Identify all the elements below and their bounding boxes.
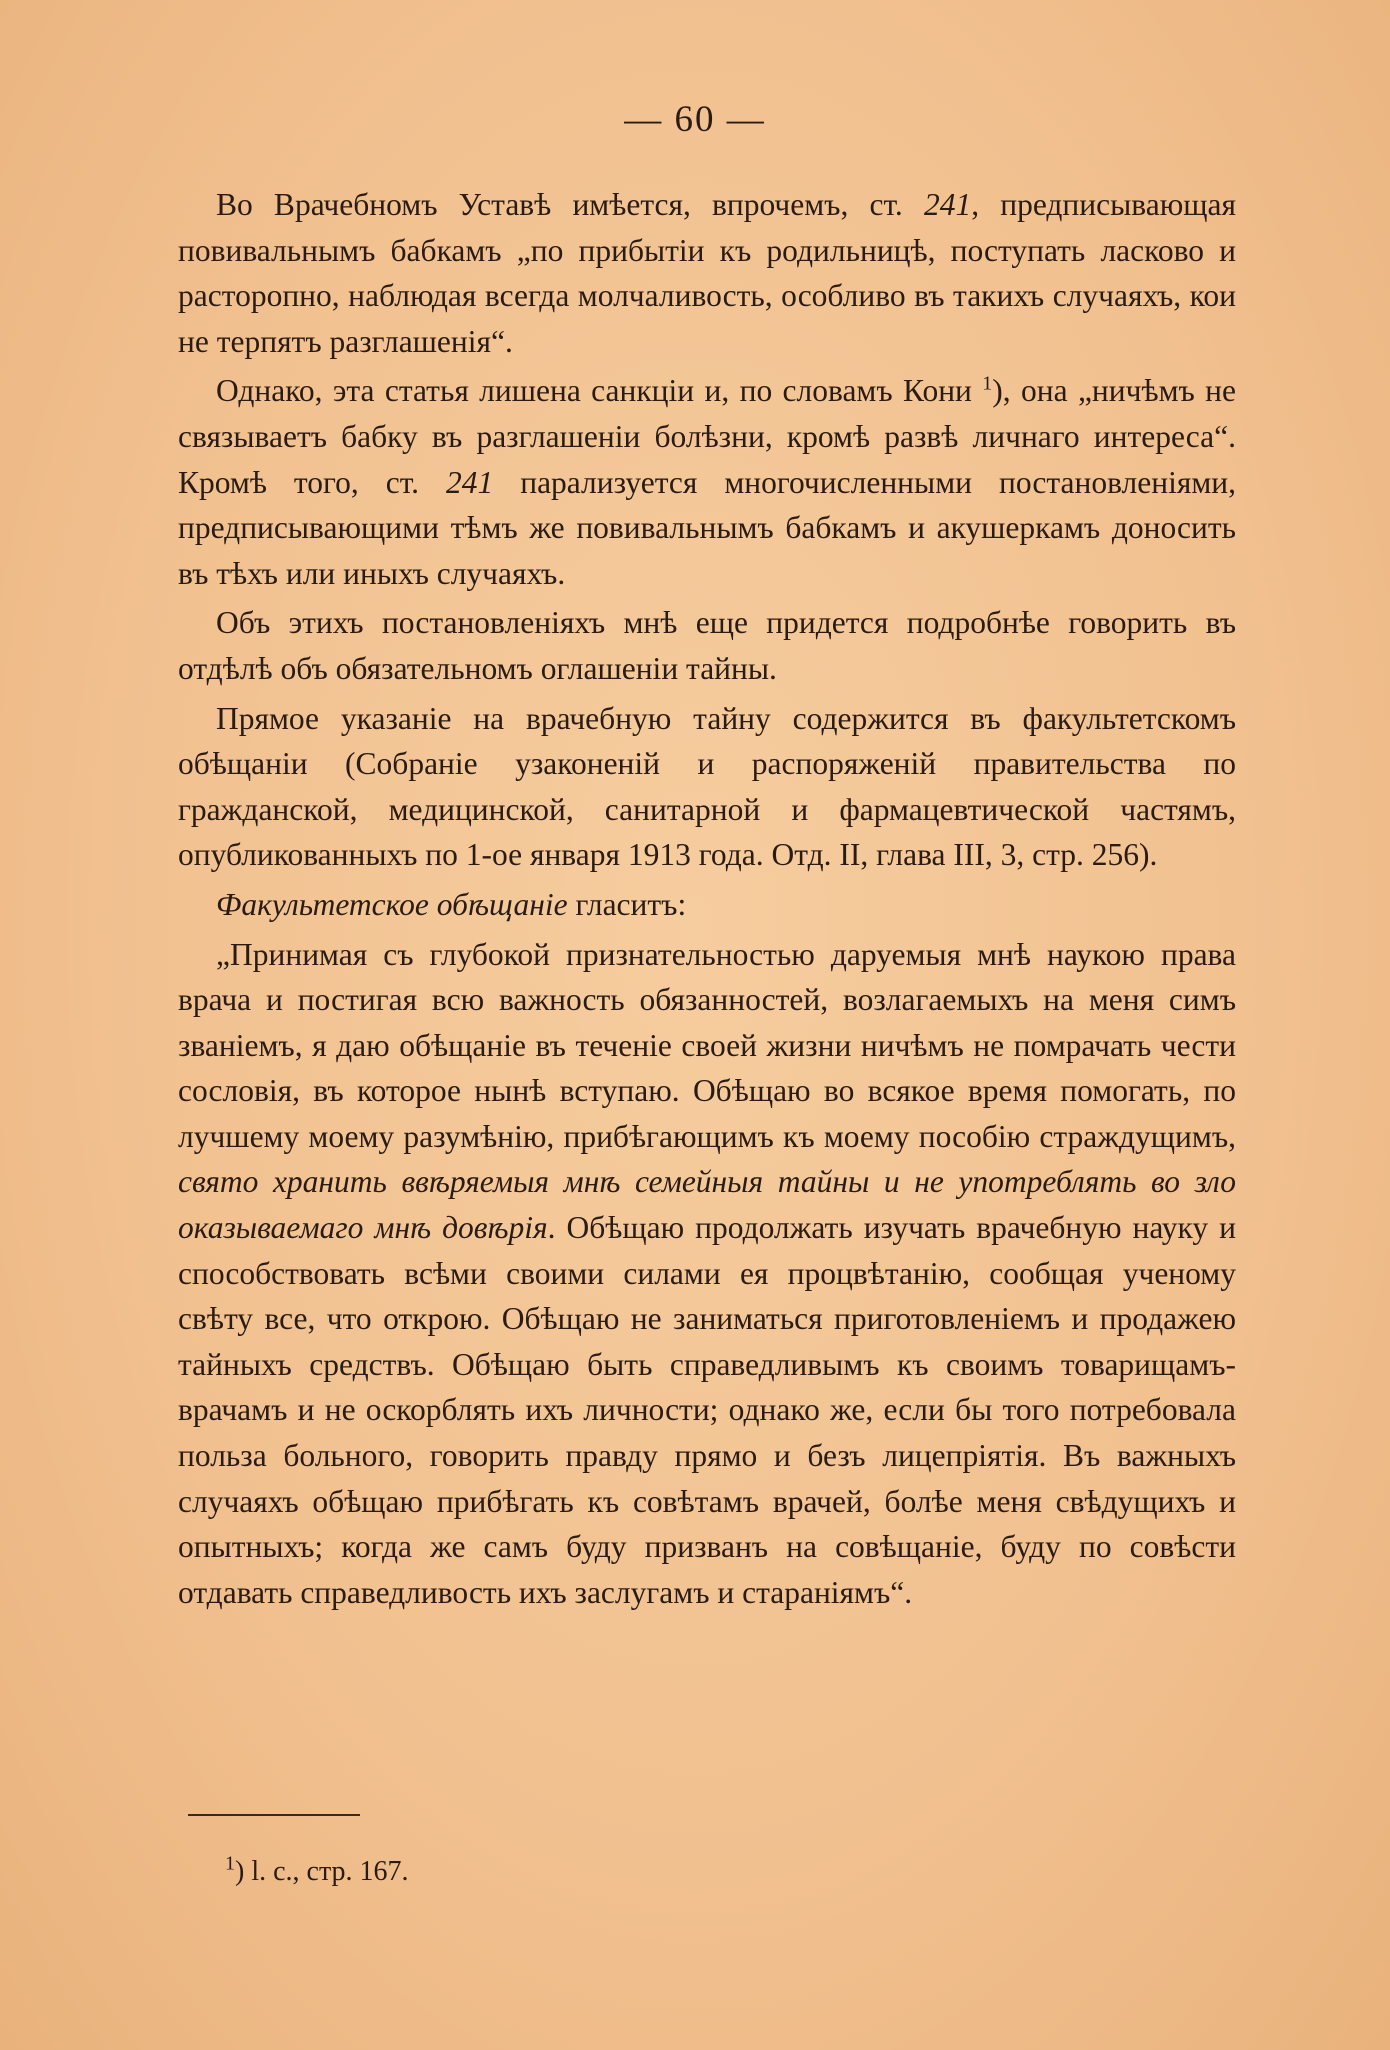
paragraph-6 [178, 932, 1236, 1616]
paragraph-2-text-c: парализуется многочисленными постановленіями, предписывающими тѣмъ же повивальнымъ бабкамъ и акушеркамъ доносить въ тѣхъ или иныхъ случаяхъ. [178, 464, 1236, 591]
main-text [178, 182, 1236, 1615]
footnote [225, 1852, 409, 1888]
paragraph-3-text: Объ этихъ постановленіяхъ мнѣ еще придется подробнѣе говорить въ отдѣлѣ объ обязательномъ оглашеніи тайны. [178, 605, 1236, 686]
paragraph-6-italic: свято хранить ввѣряемыя мнѣ семейныя тайны и не употреблять во зло оказываемаго мнѣ довѣрія [178, 1164, 1236, 1246]
footnote-divider [188, 1814, 360, 1816]
article-number: 241 [445, 464, 494, 500]
paragraph-2-text-b: ), она „ничѣмъ не связываетъ бабку въ разглашеніи болѣзни, кромѣ развѣ личнаго интереса“. Кромѣ того, ст. [178, 373, 1236, 500]
paragraph-6-text-a: „Принимая съ глубокой признательностью даруемыя мнѣ наукою права врача и постигая всю важность обязанностей, возлагаемыхъ на меня симъ званіемъ, я даю обѣщаніе въ теченіе своей жизни ничѣмъ не помрачать чести сословія, въ которое нынѣ вступаю. Обѣщаю во всякое время помогать, по лучшему моему разумѣнію, прибѣгающимъ къ моему пособію страждущимъ, [178, 936, 1236, 1154]
paragraph-5-italic: Факультетское обѣщаніе [216, 886, 568, 922]
paragraph-4-text: Прямое указаніе на врачебную тайну содержится въ факультетскомъ обѣщаніи (Собраніе узаконеній и распоряженій правительства по гражданской, медицинской, санитарной и фармацевтической частямъ, опубликованныхъ по 1-ое января 1913 года. Отд. II, глава III, 3, стр. 256). [178, 700, 1236, 873]
page-number: — 60 — [624, 99, 766, 140]
paragraph-3 [178, 600, 1236, 691]
article-number: 241 [923, 187, 972, 222]
paragraph-1-text-b: , предписывающая повивальнымъ бабкамъ „по прибытіи къ родильницѣ, поступать ласково и расторопно, наблюдая всегда молчаливость, особливо въ такихъ случаяхъ, кои не терпятъ разглашенія“. [178, 187, 1236, 359]
paragraph-1-text-a: Во Врачебномъ Уставѣ имѣется, впрочемъ, ст. [216, 187, 924, 222]
footnote-text: ) l. c., стр. 167. [235, 1856, 409, 1887]
paragraph-5 [178, 882, 1236, 928]
paragraph-1 [178, 182, 1236, 364]
paragraph-2-text-a: Однако, эта статья лишена санкціи и, по словамъ Кони [216, 373, 983, 409]
paragraph-5-text: гласитъ: [567, 886, 687, 922]
paragraph-4 [178, 696, 1236, 878]
footnote-reference: 1 [982, 372, 993, 395]
paragraph-2 [178, 368, 1236, 596]
footnote-marker: 1 [225, 1852, 235, 1875]
paragraph-6-text-b: . Обѣщаю продолжать изучать врачебную науку и способствовать всѣми своими силами ея процвѣтанію, сообщая ученому свѣту все, что открою. Обѣщаю не заниматься приготовленіемъ и продажею тайныхъ средствъ. Обѣщаю быть справедливымъ къ своимъ товарищамъ-врачамъ и не оскорблять ихъ личности; однако же, если бы того потребовала польза больного, говорить правду прямо и безъ лицепріятія. Въ важныхъ случаяхъ обѣщаю прибѣгать къ совѣтамъ врачей, болѣе меня свѣдущихъ и опытныхъ; когда же самъ буду призванъ на совѣщаніе, буду по совѣсти отдавать справедливость ихъ заслугамъ и стараніямъ“. [178, 1210, 1236, 1610]
